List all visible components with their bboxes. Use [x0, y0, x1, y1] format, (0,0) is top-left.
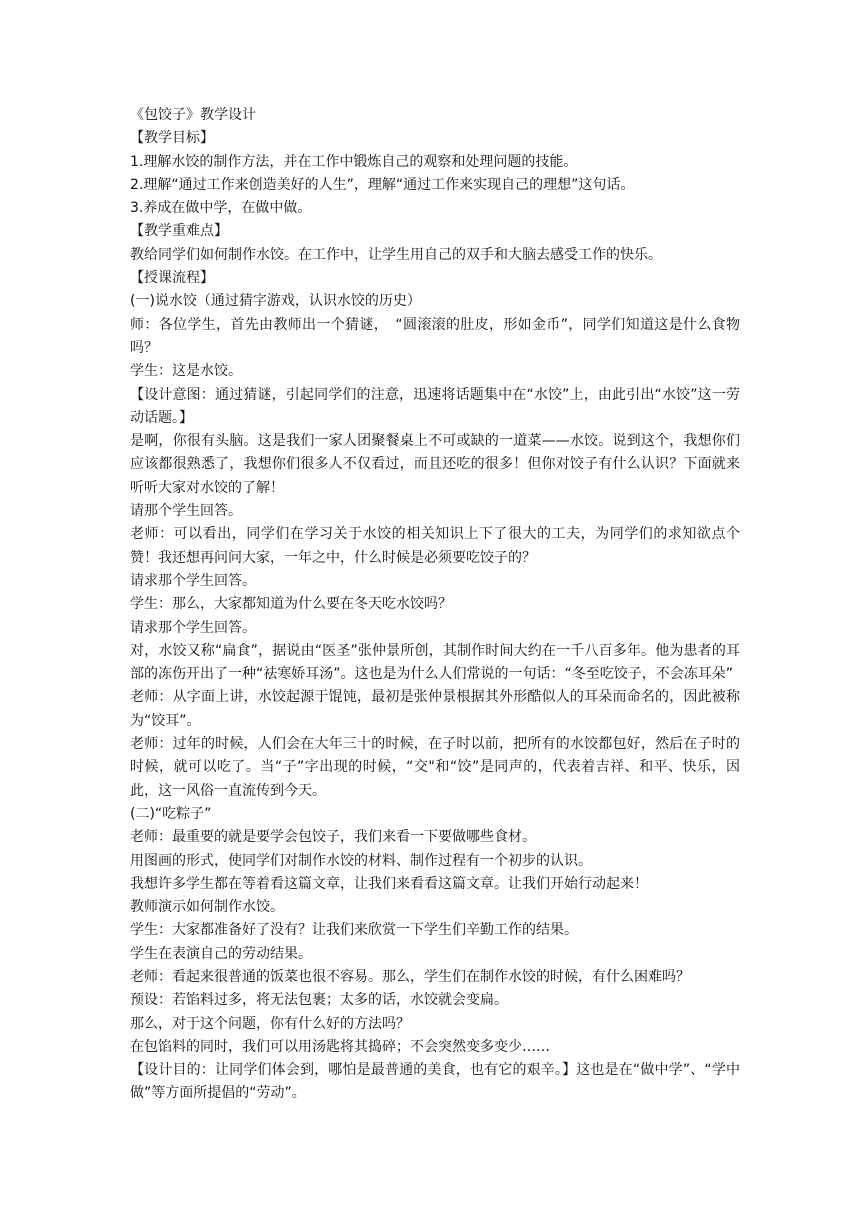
paragraph: 老师：可以看出，同学们在学习关于水饺的相关知识上下了很大的工夫，为同学们的求知欲点个赞！我还想再问问大家，一年之中，什么时候是必须要吃饺子的？ — [130, 526, 740, 566]
section-body — [130, 314, 740, 803]
paragraph: 请求那个学生回答。 — [130, 572, 256, 589]
paragraph: 在包馅料的同时，我们可以用汤匙将其捣碎；不会突然变多变少…… — [130, 1038, 550, 1055]
paragraph: 学生：那么，大家都知道为什么要在冬天吃水饺吗？ — [130, 596, 452, 613]
paragraph: 对，水饺又称“扁食”，据说由“医圣”张仲景所创，其制作时间大约在一千八百多年。他为患者的耳部的冻伤开出了一种“祛寒娇耳汤”。这也是为什么人们常说的一句话：“冬至吃饺子，不会冻耳朵” — [130, 642, 740, 683]
paragraph: 老师：看起来很普通的饭菜也很不容易。那么，学生们在制作水饺的时候，有什么困难吗？ — [130, 968, 690, 985]
process-heading: 【授课流程】 — [130, 270, 214, 287]
key-points-heading: 【教学重难点】 — [130, 223, 228, 240]
paragraph: 学生：大家都准备好了没有？让我们来欣赏一下学生们辛勤工作的结果。 — [130, 922, 578, 939]
paragraph: 老师：过年的时候，人们会在大年三十的时候，在子时以前，把所有的水饺都包好，然后在子时的时候，就可以吃了。当“子”字出现的时候，“交"和“饺”是同声的，代表着吉祥、和平、快乐，因此，这一风俗一直流传到今天。 — [130, 736, 740, 799]
document-page — [130, 104, 740, 1106]
paragraph: 学生：这是水饺。 — [130, 363, 242, 380]
objectives-heading: 【教学目标】 — [130, 130, 214, 147]
paragraph: 请求那个学生回答。 — [130, 619, 256, 636]
paragraph: 老师：从字面上讲，水饺起源于馄饨，最初是张仲景根据其外形酷似人的耳朵而命名的，因此被称为“饺耳”。 — [130, 689, 740, 729]
paragraph: 教师演示如何制作水饺。 — [130, 899, 284, 916]
paragraph: 预设：若馅料过多，将无法包裹；太多的话，水饺就会变扁。 — [130, 992, 508, 1009]
paragraph: 老师：最重要的就是要学会包饺子，我们来看一下要做哪些食材。 — [130, 829, 536, 846]
paragraph: 学生在表演自己的劳动结果。 — [130, 945, 312, 962]
objective-item: 3.养成在做中学，在做中做。 — [130, 200, 312, 217]
paragraph: 【设计意图：通过猜谜，引起同学们的注意，迅速将话题集中在“水饺”上，由此引出“水饺”这一劳动话题。】 — [130, 386, 740, 426]
section-body — [130, 826, 740, 1106]
paragraph: 我想许多学生都在等着看这篇文章，让我们来看看这篇文章。让我们开始行动起来！ — [130, 875, 648, 892]
objective-item: 2.理解“通过工作来创造美好的人生”，理解“通过工作来实现自己的理想”这句话。 — [130, 176, 635, 193]
document-title: 《包饺子》教学设计 — [130, 107, 256, 123]
paragraph: 是啊，你很有头脑。这是我们一家人团聚餐桌上不可或缺的一道菜——水饺。说到这个，我想你们应该都很熟悉了，我想你们很多人不仅看过，而且还吃的很多！但你对饺子有什么认识？下面就来听听大家对水饺的了解！ — [130, 433, 740, 496]
section-heading: (一)说水饺（通过猜字游戏，认识水饺的历史） — [130, 293, 421, 310]
paragraph: 请那个学生回答。 — [130, 503, 242, 520]
key-points-text: 教给同学们如何制作水饺。在工作中，让学生用自己的双手和大脑去感受工作的快乐。 — [130, 246, 662, 263]
objective-item: 1.理解水饺的制作方法，并在工作中锻炼自己的观察和处理问题的技能。 — [130, 153, 578, 170]
paragraph: 那么，对于这个问题，你有什么好的方法吗？ — [130, 1015, 410, 1032]
paragraph: 用图画的形式，使同学们对制作水饺的材料、制作过程有一个初步的认识。 — [130, 852, 592, 869]
paragraph: 【设计目的：让同学们体会到，哪怕是最普通的美食，也有它的艰辛。】这也是在“做中学”、“学中做”等方面所提倡的“劳动”。 — [130, 1062, 740, 1102]
section-heading: (二)“吃粽子” — [130, 805, 212, 822]
paragraph: 师：各位学生，首先由教师出一个猜谜， “圆滚滚的肚皮，形如金币”，同学们知道这是什么食物吗？ — [130, 316, 740, 356]
